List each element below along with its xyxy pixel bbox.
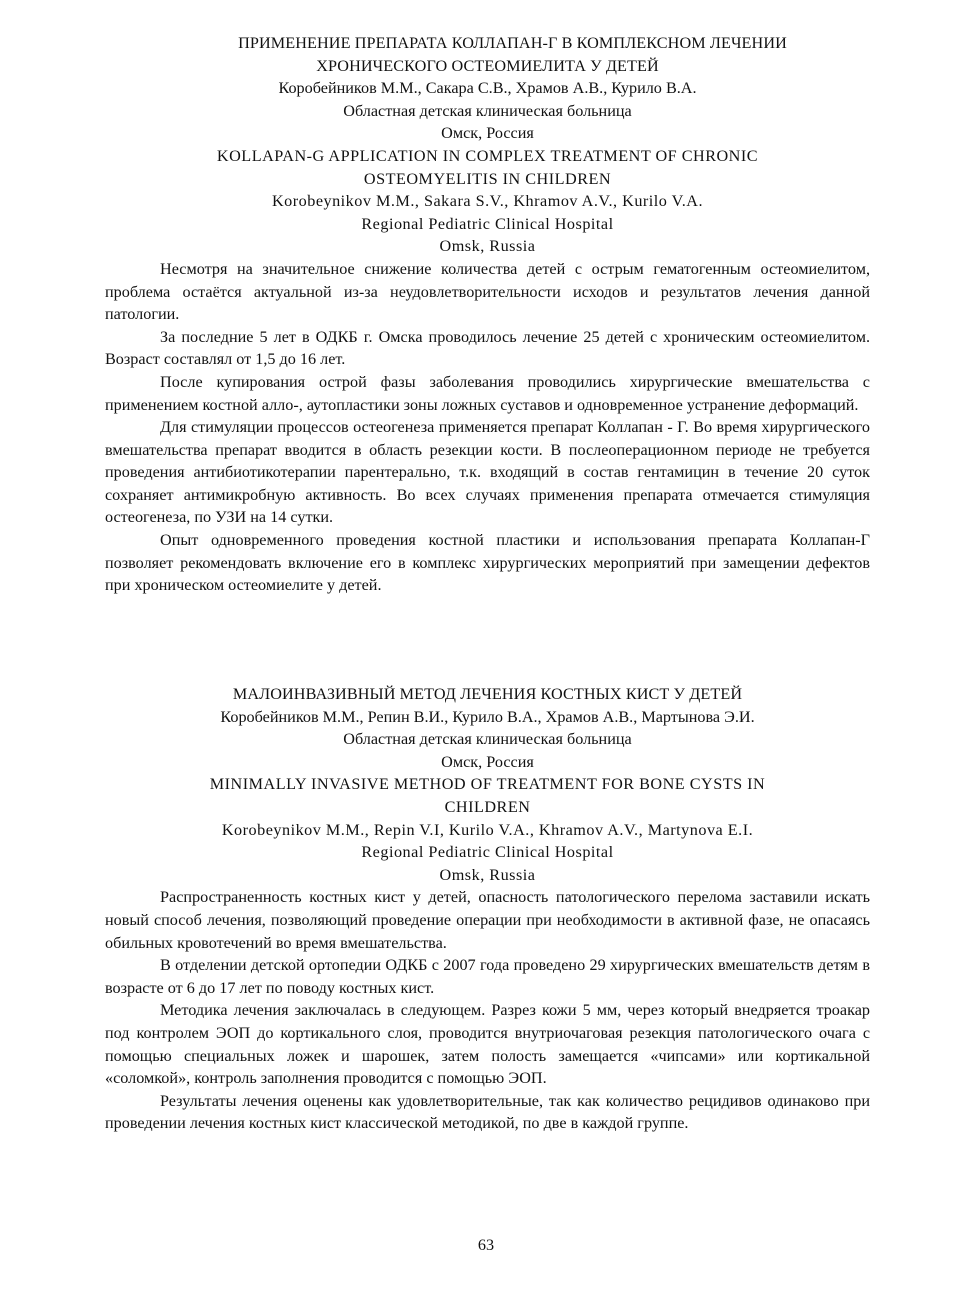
authors-en: Korobeynikov M.M., Repin V.I, Kurilo V.A., Khramov A.V., Martynova E.I.: [221, 820, 754, 839]
city-ru: Омск, Россия: [441, 752, 534, 771]
authors-ru: Коробейников М.М., Сакара С.В., Храмов А.В., Курило В.А.: [278, 79, 697, 98]
city-en: Omsk, Russia: [439, 865, 536, 884]
city-en: Omsk, Russia: [439, 237, 536, 256]
article-title-en-line2: OSTEOMYELITIS IN CHILDREN: [363, 169, 612, 188]
authors-ru: Коробейников М.М., Репин В.И., Курило В.А., Храмов А.В., Мартынова Э.И.: [220, 707, 755, 726]
body-paragraph: Опыт одновременного проведения костной пластики и использования препарата Коллапан-Г позволяет рекомендовать включение его в комплекс хирургических мероприятий при замещении дефектов при хроническом остеомиелите у детей.: [105, 531, 870, 595]
body-paragraph: После купирования острой фазы заболевания проводились хирургические вмешательства с применением костной алло-, аутопластики зоны ложных суставов и одновременное устранение деформаций.: [105, 372, 870, 414]
body-paragraph: Для стимуляции процессов остеогенеза применяется препарат Коллапан - Г. Во время хирургического вмешательства препарат вводится в область резекции кости. В послеоперационном периоде не требуется проведения антибиотикотерапии парентерально, т.к. входящий в состав гентамицин в течение 20 суток сохраняет антимикробную активность. Во всех случаях применения препарата отмечается стимуляция остеогенеза, по УЗИ на 14 сутки.: [105, 418, 870, 527]
article-title-ru-line2: ХРОНИЧЕСКОГО ОСТЕОМИЕЛИТА У ДЕТЕЙ: [316, 56, 659, 75]
article-title-en-line1: MINIMALLY INVASIVE METHOD OF TREATMENT FOR BONE CYSTS IN: [209, 775, 766, 794]
article-title-en-line2: CHILDREN: [444, 797, 531, 816]
article-title-ru-line1: ПРИМЕНЕНИЕ ПРЕПАРАТА КОЛЛАПАН-Г В КОМПЛЕКСНОМ ЛЕЧЕНИИ: [238, 34, 787, 52]
article-kollapan: [105, 32, 870, 597]
body-paragraph: Несмотря на значительное снижение количества детей с острым гематогенным остеомиелитом, проблема остаётся актуальной из-за неудовлетворительности исходов и результатов лечения данной патологии.: [105, 259, 870, 324]
body-paragraph: За последние 5 лет в ОДКБ г. Омска проводилось лечение 25 детей с хроническим остеомиелитом. Возраст составлял от 1,5 до 16 лет.: [105, 327, 870, 369]
authors-en: Korobeynikov M.M., Sakara S.V., Khramov A.V., Kurilo V.A.: [271, 192, 704, 211]
article-bone-cysts: [105, 683, 870, 1135]
body-paragraph: В отделении детской ортопедии ОДКБ с 2007 года проведено 29 хирургических вмешательств детям в возрасте от 6 до 17 лет по поводу костных кист.: [105, 956, 870, 997]
body-paragraph: Результаты лечения оценены как удовлетворительные, так как количество рецидивов одинаково при проведении лечения костных кист классической методикой, по две в каждой группе.: [105, 1091, 870, 1133]
body-paragraph: Распространенность костных кист у детей, опасность патологического перелома заставили искать новый способ лечения, позволяющий проведение операции при необходимости в активной фазе, не опасаясь обильных кровотечений во время вмешательства.: [105, 888, 870, 952]
organization-en: Regional Pediatric Clinical Hospital: [361, 214, 614, 233]
article-title-en-line1: KOLLAPAN-G APPLICATION IN COMPLEX TREATMENT OF CHRONIC: [216, 146, 759, 165]
city-ru: Омск, Россия: [441, 124, 534, 143]
organization-ru: Областная детская клиническая больница: [343, 730, 632, 749]
article-title-ru: МАЛОИНВАЗИВНЫЙ МЕТОД ЛЕЧЕНИЯ КОСТНЫХ КИСТ У ДЕТЕЙ: [232, 685, 743, 703]
organization-ru: Областная детская клиническая больница: [343, 101, 632, 120]
page-number: 63: [477, 1236, 495, 1254]
body-paragraph: Методика лечения заключалась в следующем. Разрез кожи 5 мм, через который внедряется троакар под контролем ЭОП до кортикального слоя, проводится внутриочаговая резекция патологического очага с помощью специальных ложек и шарошек, затем полость замещается «чипсами» или кортикальной «соломкой», контроль заполнения проводится с помощью ЭОП.: [105, 1001, 870, 1088]
organization-en: Regional Pediatric Clinical Hospital: [361, 843, 614, 862]
